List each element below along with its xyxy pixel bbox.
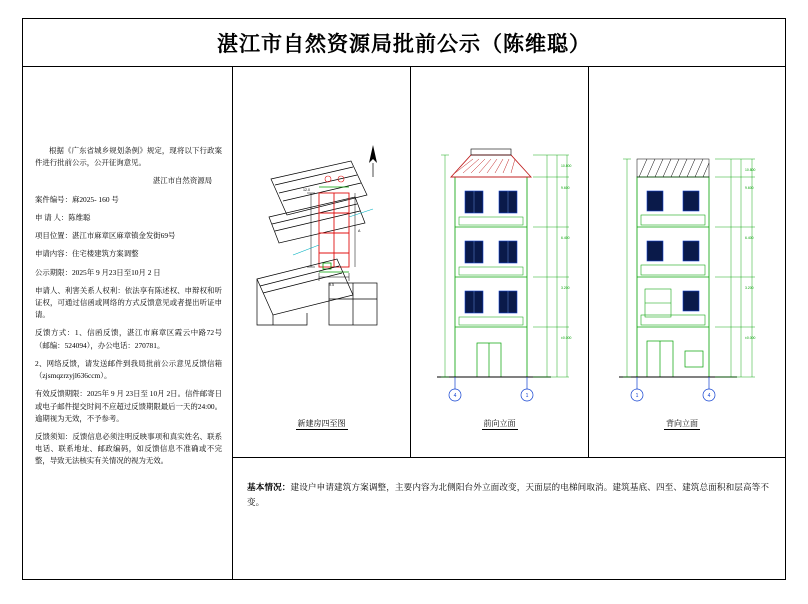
- basic-info-text: [247, 480, 769, 510]
- drawing-cell-site-plan: [233, 67, 411, 457]
- drawing-cell-rear-elevation: [589, 67, 775, 457]
- drawing-caption-site-plan: 新建房四至图: [297, 419, 346, 428]
- notice-column: [23, 67, 233, 579]
- front-elevation-drawing: [411, 67, 589, 427]
- svg-text:9.5: 9.5: [329, 283, 334, 287]
- drawing-cell-front-elevation: [411, 67, 589, 457]
- sheet-body: [23, 67, 785, 579]
- notice-location: 项目位置：湛江市麻章区麻章镇金发街69号: [35, 231, 176, 241]
- notice-content: 申请内容：住宅楼建筑方案调整: [35, 249, 139, 259]
- svg-text:±0.000: ±0.000: [561, 336, 572, 340]
- drawing-caption-rear-elevation: 背向立面: [666, 419, 698, 428]
- notice-text-block: [35, 145, 222, 474]
- notice-valid-period: 有效反馈期限：2025年 9 月 23日至 10月 2日。信件邮寄日或电子邮件提交时间不应超过反馈期限最后一天的24:00。逾期视为无效，不予参考。: [35, 389, 222, 423]
- north-arrow-icon: [369, 145, 377, 177]
- sheet-title-bar: [23, 19, 785, 67]
- svg-text:3.200: 3.200: [561, 286, 570, 290]
- notice-applicant: 申 请 人：陈维聪: [35, 212, 91, 222]
- basic-info-content: 建设户申请建筑方案调整，主要内容为北侧阳台外立面改变，天面层的电梯间取消。建筑基底、四至、建筑总面积和层高等不变。: [247, 482, 769, 508]
- svg-text:10.800: 10.800: [561, 164, 572, 168]
- svg-text:3.200: 3.200: [745, 286, 754, 290]
- notice-case-no: 案件编号：麻2025- 160 号: [35, 194, 119, 204]
- svg-text:4: 4: [453, 393, 457, 399]
- notice-issuer: 湛江市自然资源局: [152, 176, 212, 186]
- svg-text:4: 4: [707, 393, 711, 399]
- page-title: 湛江市自然资源局批前公示（陈维聪）: [217, 31, 591, 56]
- notice-rights: 申请人、利害关系人权利：依法享有陈述权、申辩权和听证权，可通过信函或网络的方式反馈意见或者提出听证申请。: [35, 285, 222, 320]
- basic-info-label: 基本情况：: [247, 482, 291, 492]
- svg-text:12.0: 12.0: [303, 188, 310, 192]
- notice-publicity-period: 公示期限：2025年 9 月23日至10月 2 日: [35, 267, 161, 277]
- drawing-caption-front-elevation: 前向立面: [483, 419, 516, 428]
- svg-text:±0.000: ±0.000: [745, 336, 756, 340]
- svg-text:6.400: 6.400: [745, 236, 754, 240]
- site-boundary-plan-drawing: [233, 67, 411, 427]
- svg-text:A: A: [358, 229, 361, 233]
- drawings-row: [233, 67, 785, 457]
- svg-text:9.600: 9.600: [745, 186, 754, 190]
- notice-invalid-note: 反馈须知：反馈信息必须注明反映事项和真实姓名、联系电话、联系地址、邮政编码，如反馈信息不准确或不完整，导致无法核实有关情况的视为无效。: [35, 431, 222, 466]
- svg-text:6.400: 6.400: [561, 236, 570, 240]
- svg-text:9.600: 9.600: [561, 186, 570, 190]
- svg-text:1: 1: [525, 393, 529, 399]
- notice-feedback-online: 2、网络反馈，请发送邮件到我局批前公示意见反馈信箱（zjsmqzrzyjl636ccm）。: [35, 358, 222, 381]
- notice-lead: 根据《广东省城乡规划条例》规定，现将以下行政案件进行批前公示，公开征询意见。: [35, 146, 222, 168]
- svg-text:10.800: 10.800: [745, 168, 756, 172]
- basic-info-row: [233, 457, 785, 579]
- svg-text:1: 1: [635, 393, 639, 399]
- rear-elevation-drawing: [589, 67, 775, 427]
- notice-feedback-mail: 反馈方式：1、信函反馈，湛江市麻章区霞云中路72号（邮编：524094），办公电话：270781。: [35, 328, 222, 350]
- drawing-sheet: [22, 18, 786, 580]
